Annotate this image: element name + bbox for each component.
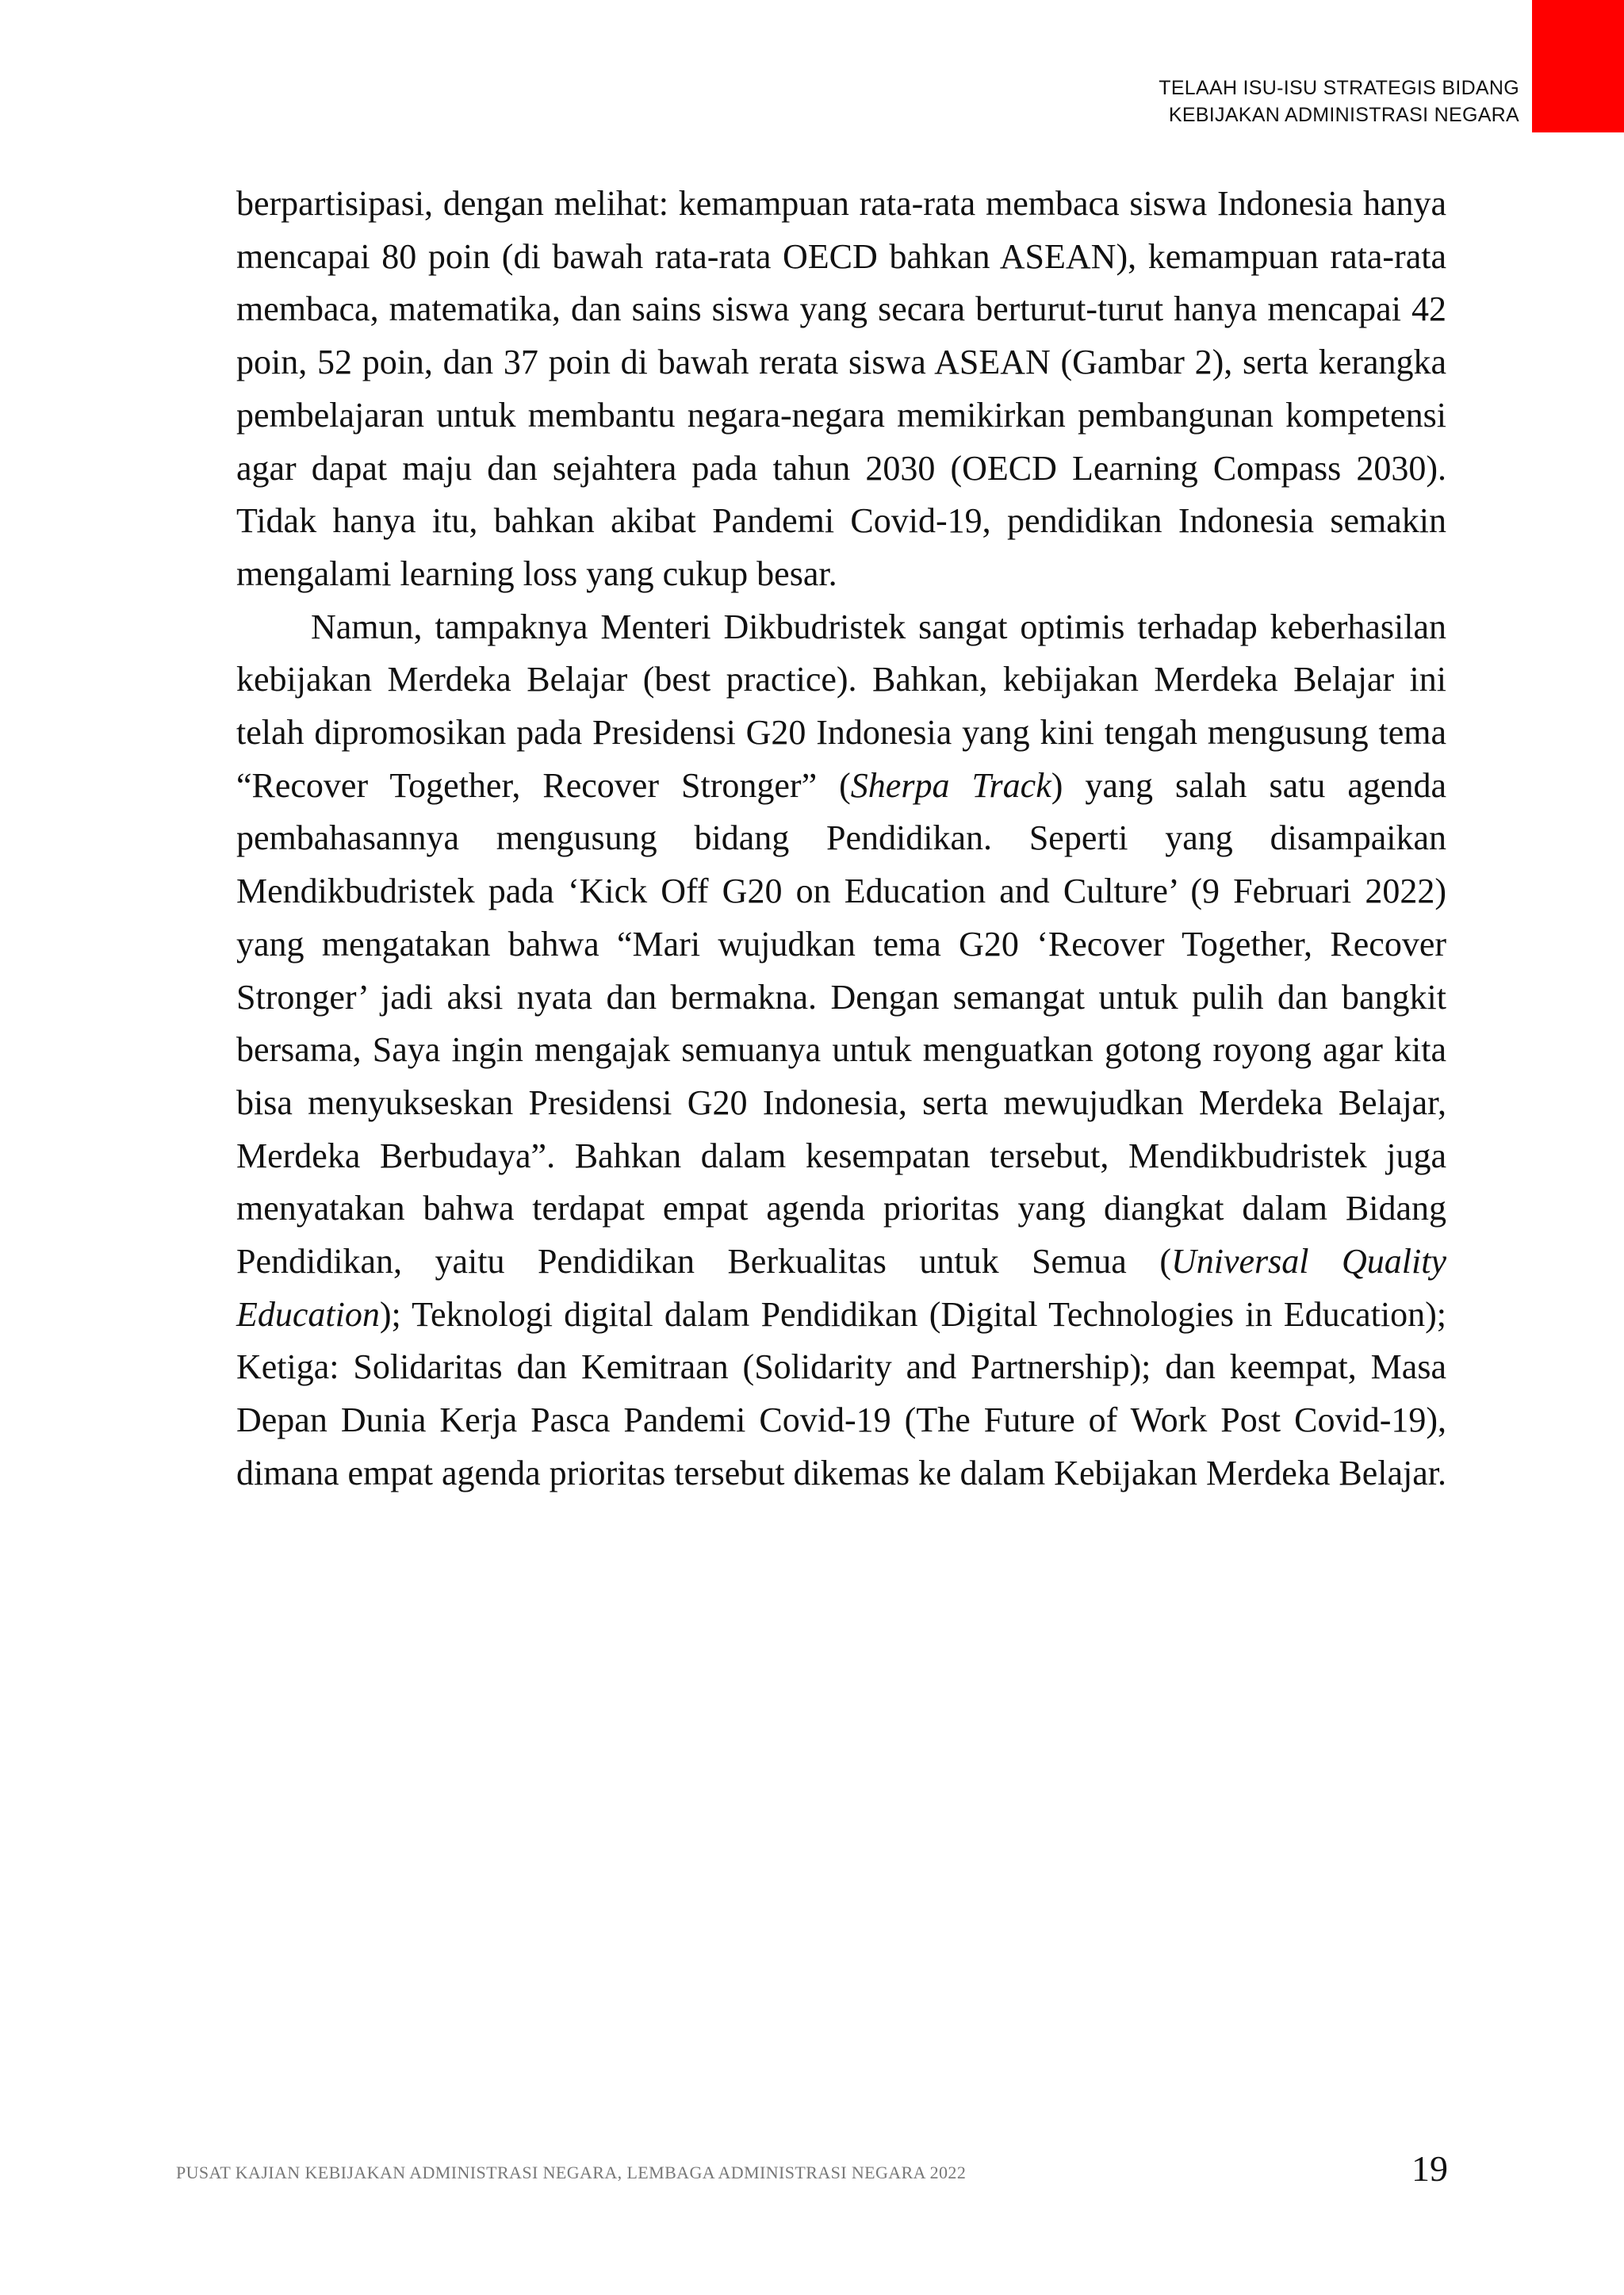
paragraph-2-part-b: ) yang salah satu agenda pembahasannya mengusung bidang Pendidikan. Seperti yang disampaikan Mendikbudristek pada ‘Kick Off G20 on Education and Culture’ (9 Februari 2022) yang mengatakan bahwa “Mari wujudkan tema G20 ‘Recover Together, Recover Stronger’ jadi aksi nyata dan bermakna. Dengan semangat untuk pulih dan bangkit bersama, Saya ingin mengajak semuanya untuk menguatkan gotong royong agar kita bisa menyukseskan Presidensi G20 Indonesia, serta mewujudkan Merdeka Belajar, Merdeka Berbudaya”. Bahkan dalam kesempatan tersebut, Mendikbudristek juga menyatakan bahwa terdapat empat agenda prioritas yang diangkat dalam Bidang Pendidikan, yaitu Pendidikan Berkualitas untuk Semua ( [236, 765, 1446, 1282]
header-line-1: TELAAH ISU-ISU STRATEGIS BIDANG [1159, 77, 1519, 99]
running-header [1159, 75, 1519, 128]
paragraph-2-part-a: Namun, tampaknya Menteri Dikbudristek sangat optimis terhadap keberhasilan kebijakan Merdeka Belajar (best practice). Bahkan, kebijakan Merdeka Belajar ini telah dipromosikan pada Presidensi G20 Indonesia yang kini tengah mengusung tema “Recover Together, Recover Stronger” ( [236, 607, 1446, 805]
red-corner-tab [1532, 0, 1624, 132]
header-line-2: KEBIJAKAN ADMINISTRASI NEGARA [1168, 104, 1519, 126]
footer-institution: PUSAT KAJIAN KEBIJAKAN ADMINISTRASI NEGARA, LEMBAGA ADMINISTRASI NEGARA 2022 [176, 2163, 967, 2182]
page-number: 19 [1411, 2148, 1448, 2189]
paragraph-2-part-c: ); Teknologi digital dalam Pendidikan (Digital Technologies in Education); Ketiga: Solidaritas dan Kemitraan (Solidarity and Partnership); dan keempat, Masa Depan Dunia Kerja Pasca Pandemi Covid-19 (The Future of Work Post Covid-19), dimana empat agenda prioritas tersebut dikemas ke dalam Kebijakan Merdeka Belajar. [236, 1294, 1446, 1492]
paragraph-2-italic-universal: Universal Quality Education [236, 1242, 1446, 1334]
paragraph-1: berpartisipasi, dengan melihat: kemampuan rata-rata membaca siswa Indonesia hanya mencapai 80 poin (di bawah rata-rata OECD bahkan ASEAN), kemampuan rata-rata membaca, matematika, dan sains siswa yang secara berturut-turut hanya mencapai 42 poin, 52 poin, dan 37 poin di bawah rerata siswa ASEAN (Gambar 2), serta kerangka pembelajaran untuk membantu negara-negara memikirkan pembangunan kompetensi agar dapat maju dan sejahtera pada tahun 2030 (OECD Learning Compass 2030). Tidak hanya itu, bahkan akibat Pandemi Covid-19, pendidikan Indonesia semakin mengalami learning loss yang cukup besar. [236, 184, 1446, 593]
body-text [236, 178, 1446, 1500]
paragraph-2 [236, 601, 1446, 1500]
paragraph-2-italic-sherpa: Sherpa Track [850, 765, 1051, 805]
